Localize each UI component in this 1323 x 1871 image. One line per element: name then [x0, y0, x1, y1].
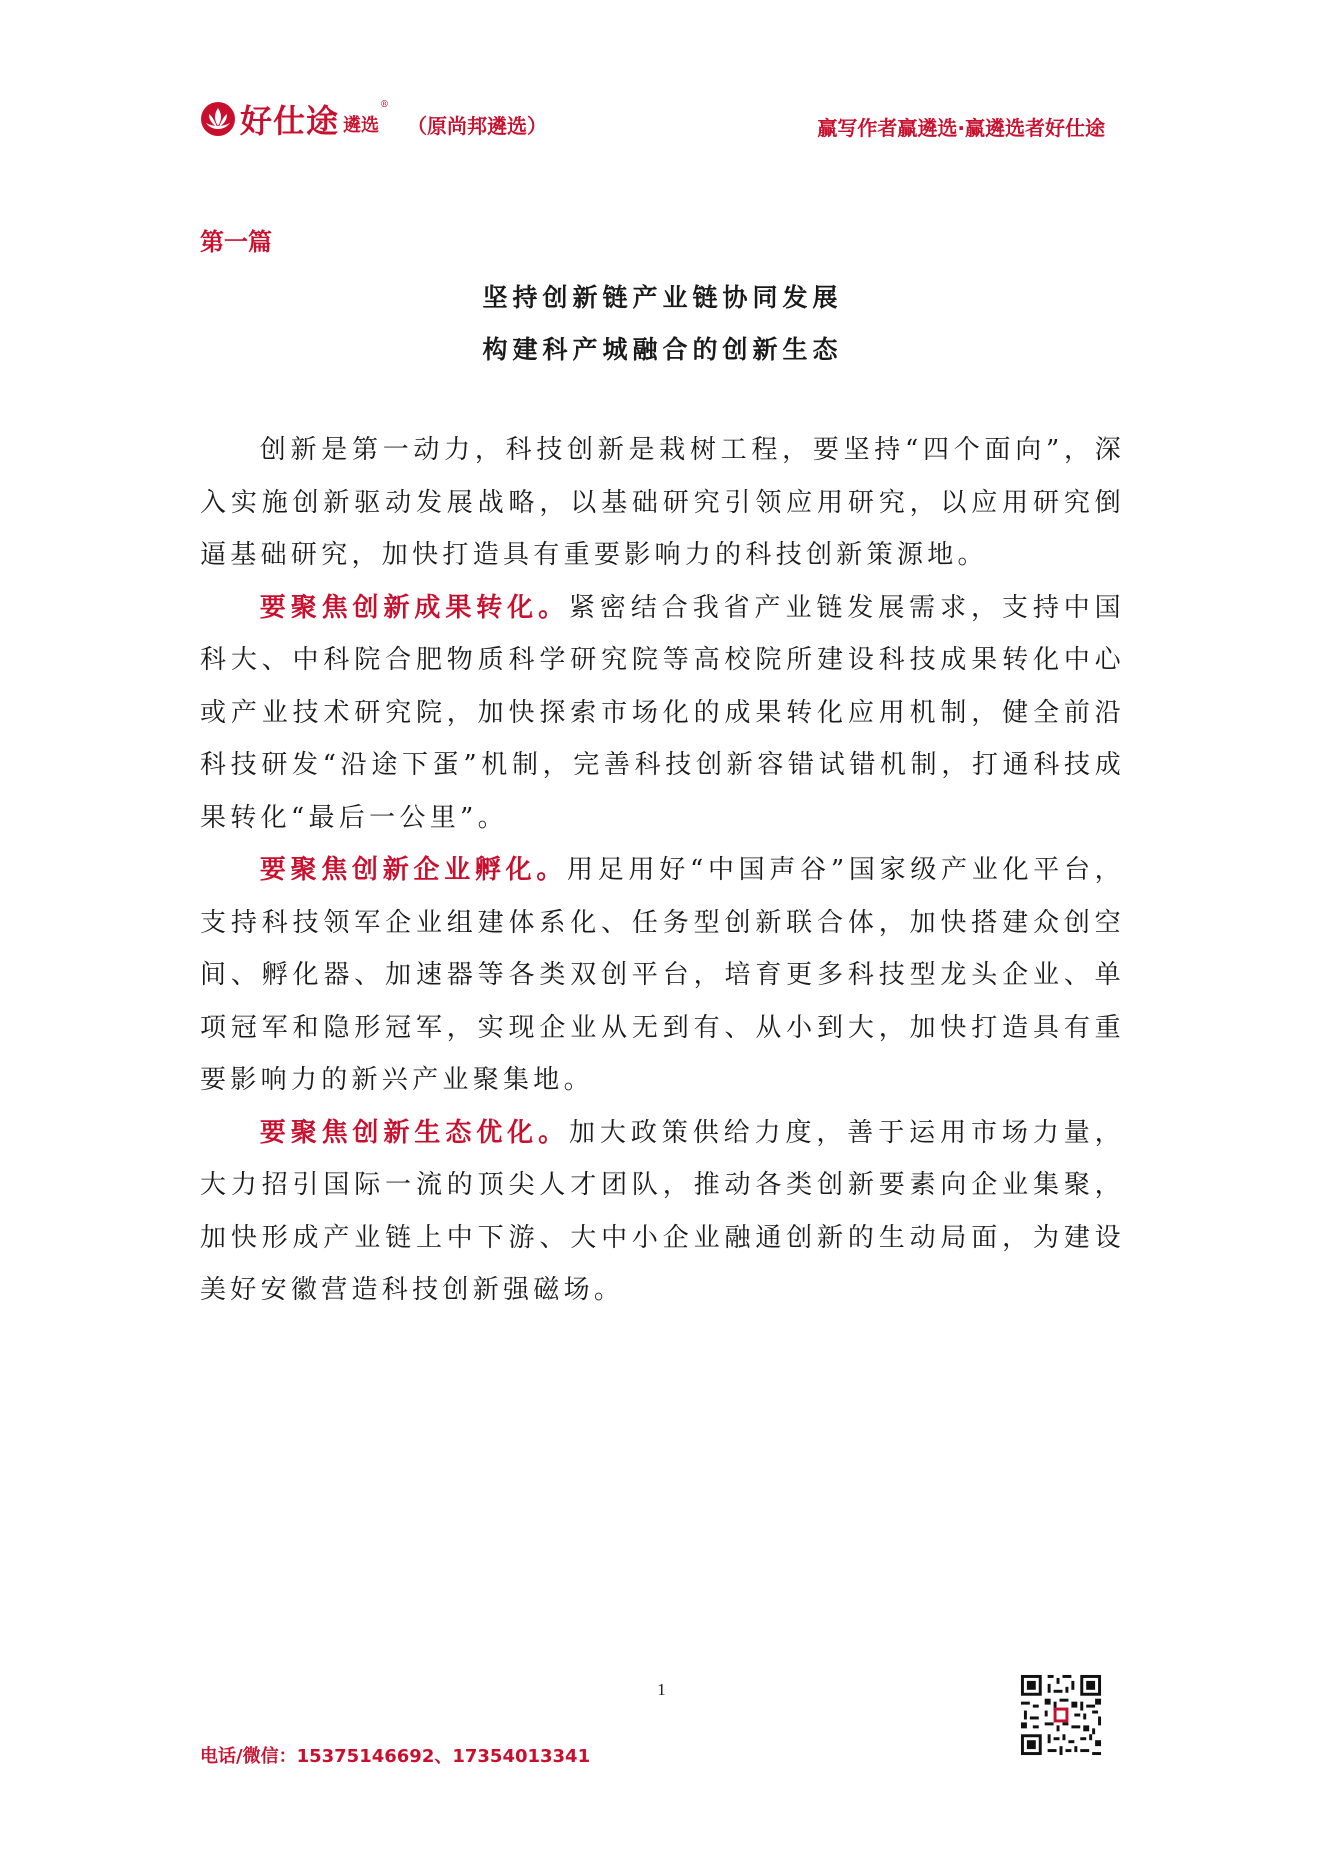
paragraph-lead: 要聚焦创新成果转化。: [259, 592, 570, 623]
paragraph-text: 紧密结合我省产业链发展需求，支持中国科大、中科院合肥物质科学研究院等高校院所建设科技成果转化中心或产业技术研究院，加快探索市场化的成果转化应用机制，健全前沿科技研发“沿途下蛋”机制，完善科技创新容错试错机制，打通科技成果转化“最后一公里”。: [200, 592, 1125, 833]
paragraph-text: 加大政策供给力度，善于运用市场力量，大力招引国际一流的顶尖人才团队，推动各类创新要素向企业集聚，加快形成产业链上中下游、大中小企业融通创新的生动局面，为建设美好安徽营造科技创新强磁场。: [200, 1117, 1125, 1305]
registered-mark: ®: [380, 100, 390, 110]
page-header: [200, 92, 1105, 152]
logo-text: 好仕途: [240, 102, 340, 140]
paragraph-4: [200, 1107, 1125, 1317]
paragraph-lead: 要聚焦创新企业孵化。: [259, 855, 568, 885]
logo-subtext: 遴选: [343, 115, 380, 136]
title-line-2: 构建科产城融合的创新生态: [482, 335, 843, 364]
section-label: 第一篇: [200, 228, 272, 256]
title-line-1: 坚持创新链产业链协同发展: [482, 283, 843, 312]
paragraph-text: 创新是第一动力，科技创新是栽树工程，要坚持“四个面向”，深入实施创新驱动发展战略，以基础研究引领应用研究，以应用研究倒逼基础研究，加快打造具有重要影响力的科技创新策源地。: [200, 435, 1125, 570]
page-number: 1: [657, 1680, 666, 1699]
paragraph-lead: 要聚焦创新生态优化。: [259, 1117, 570, 1148]
qr-code-icon: [1018, 1672, 1104, 1758]
brand-logo: [200, 96, 547, 142]
paragraph-2: [200, 582, 1125, 845]
lotus-logo-icon: [200, 101, 236, 137]
header-slogan: 赢写作者赢遴选·赢遴选者好仕途: [817, 116, 1105, 140]
paragraph-1: [200, 424, 1125, 582]
logo-original-name: （原尚邦遴选）: [407, 113, 548, 138]
paragraph-3: [200, 844, 1125, 1107]
paragraph-text: 用足用好“中国声谷”国家级产业化平台，支持科技领军企业组建体系化、任务型创新联合体，加快搭建众创空间、孵化器、加速器等各类双创平台，培育更多科技型龙头企业、单项冠军和隐形冠军，实现企业从无到有、从小到大，加快打造具有重要影响力的新兴产业聚集地。: [200, 855, 1125, 1095]
article-body: [200, 424, 1125, 1317]
footer-contact: 电话/微信：15375146692、17354013341: [200, 1746, 591, 1767]
